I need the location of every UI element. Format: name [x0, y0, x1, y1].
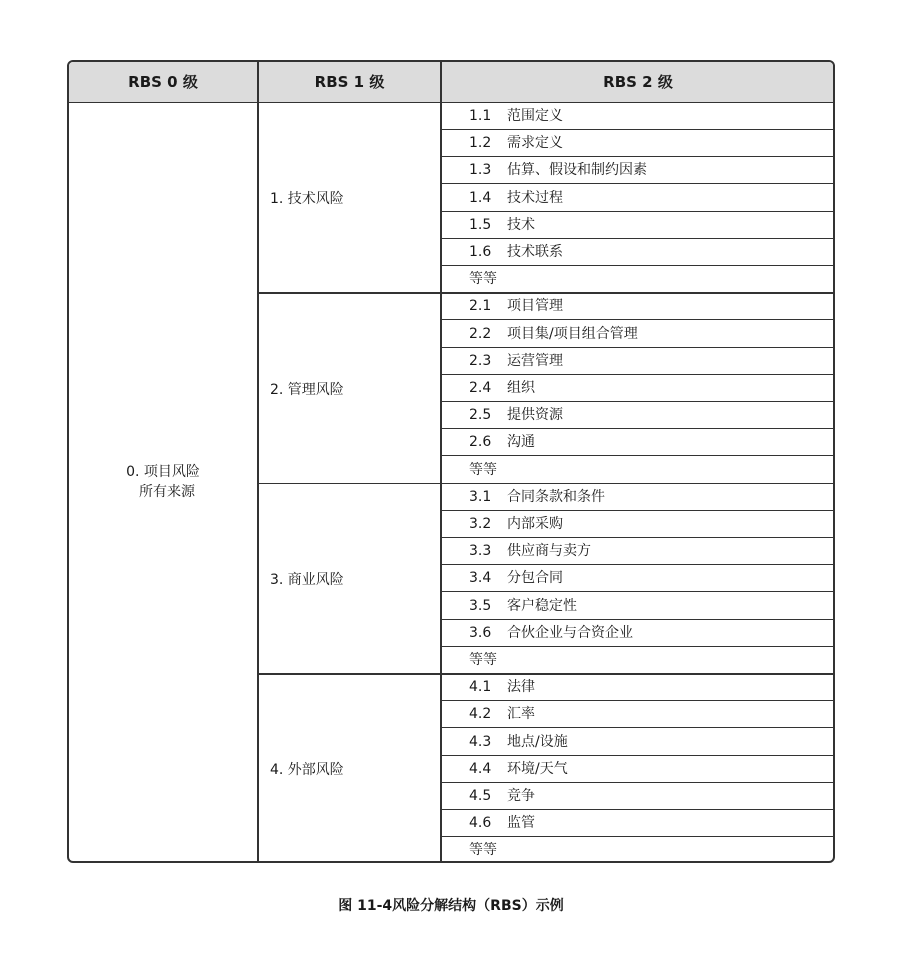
level-1-group [258, 674, 835, 863]
level-2-row [441, 266, 835, 293]
level-2-row [441, 293, 835, 320]
level-2-row [441, 565, 835, 592]
level-2-text: 等等 [469, 271, 497, 288]
level-2-text: 竞争 [507, 787, 535, 804]
level-2-number: 3.1 [469, 488, 492, 505]
level-2-text: 法律 [507, 679, 535, 696]
table-header [69, 62, 833, 103]
level-2-text: 合伙企业与合资企业 [507, 624, 633, 641]
level-2-number: 2.5 [469, 407, 492, 424]
level-2-row [441, 511, 835, 538]
level-2-text: 估算、假设和制约因素 [507, 162, 647, 179]
level-2-row [441, 756, 835, 783]
level-2-number: 2.3 [469, 352, 492, 369]
level-2-row [441, 729, 835, 756]
level-2-text: 环境/天气 [507, 760, 568, 777]
level-1-label: 3. 商业风险 [270, 571, 344, 588]
level-2-number: 1.3 [469, 162, 492, 179]
level-2-number: 4.2 [469, 706, 492, 723]
level-2-text: 供应商与卖方 [507, 543, 591, 560]
level-2-row [441, 375, 835, 402]
level-2-row [441, 701, 835, 728]
level-2-row [441, 484, 835, 511]
level-2-number: 1.2 [469, 135, 492, 152]
level-2-text: 汇率 [507, 706, 535, 723]
level-2-row [441, 837, 835, 863]
figure-caption: 图 11-4风险分解结构（RBS）示例 [338, 898, 564, 914]
level-2-number: 2.6 [469, 434, 492, 451]
level-2-row [441, 674, 835, 701]
level-2-text: 合同条款和条件 [507, 488, 605, 505]
level-2-text: 内部采购 [507, 515, 563, 532]
level-2-text: 运营管理 [507, 352, 563, 369]
level-2-row [441, 103, 835, 130]
level-1-group [258, 484, 835, 674]
level-2-row [441, 538, 835, 565]
level-2-row [441, 783, 835, 810]
level-2-text: 组织 [507, 379, 535, 396]
level-2-text: 客户稳定性 [507, 597, 577, 614]
level-2-number: 4.3 [469, 733, 492, 750]
level-2-number: 1.1 [469, 108, 492, 124]
level-2-row [441, 185, 835, 212]
level-2-number: 3.5 [469, 597, 492, 614]
level-2-text: 项目集/项目组合管理 [507, 325, 638, 342]
level-0-line-2: 所有来源 [139, 484, 195, 500]
level-2-row [441, 157, 835, 184]
level-2-number: 3.2 [469, 515, 492, 532]
level-2-text: 分包合同 [507, 570, 563, 587]
level-2-text: 等等 [469, 842, 497, 859]
level-2-text: 地点/设施 [507, 733, 568, 750]
level-2-number: 4.6 [469, 815, 492, 832]
level-2-number: 4.5 [469, 787, 492, 804]
level-2-text: 监管 [507, 815, 535, 832]
level-2-row [441, 620, 835, 647]
level-2-number: 1.4 [469, 189, 492, 206]
level-2-row [441, 239, 835, 266]
header-rbs-level-1: RBS 1 级 [314, 73, 385, 91]
level-2-row [441, 593, 835, 620]
rbs-table [67, 60, 835, 863]
level-2-row [441, 810, 835, 837]
level-2-text: 沟通 [507, 434, 535, 451]
level-1-group [258, 293, 835, 483]
level-2-number: 1.6 [469, 244, 492, 260]
level-2-text: 技术 [507, 216, 535, 233]
level-2-number: 4.1 [469, 679, 492, 696]
level-2-number: 3.3 [469, 543, 492, 560]
level-1-label: 4. 外部风险 [270, 762, 344, 779]
level-2-row [441, 457, 835, 484]
header-rbs-level-0: RBS 0 级 [128, 73, 198, 91]
level-2-number: 3.6 [469, 624, 492, 641]
level-2-number: 4.4 [469, 760, 492, 777]
level-2-text: 项目管理 [507, 298, 563, 315]
level-2-text: 等等 [469, 651, 497, 668]
level-2-text: 等等 [469, 461, 497, 478]
level-1-label: 1. 技术风险 [270, 191, 344, 208]
level-2-number: 2.4 [469, 379, 492, 396]
level-2-text: 技术联系 [507, 244, 563, 260]
level-2-row [441, 429, 835, 456]
level-2-text: 需求定义 [507, 135, 563, 152]
level-2-row [441, 647, 835, 674]
level-2-row [441, 321, 835, 348]
level-1-group [258, 103, 835, 293]
level-1-label: 2. 管理风险 [270, 381, 344, 398]
level-2-row [441, 130, 835, 157]
level-2-row [441, 212, 835, 239]
level-2-number: 1.5 [469, 216, 492, 233]
level-2-row [441, 402, 835, 429]
level-2-number: 2.2 [469, 325, 492, 342]
level-2-row [441, 348, 835, 375]
level-2-number: 3.4 [469, 570, 492, 587]
level-2-text: 技术过程 [507, 189, 563, 206]
level-0-line-1: 0. 项目风险 [126, 464, 200, 480]
level-2-text: 范围定义 [507, 108, 563, 124]
level-2-number: 2.1 [469, 298, 492, 315]
level-2-text: 提供资源 [507, 407, 563, 424]
level-0-cell [69, 462, 257, 502]
header-rbs-level-2: RBS 2 级 [603, 73, 673, 91]
